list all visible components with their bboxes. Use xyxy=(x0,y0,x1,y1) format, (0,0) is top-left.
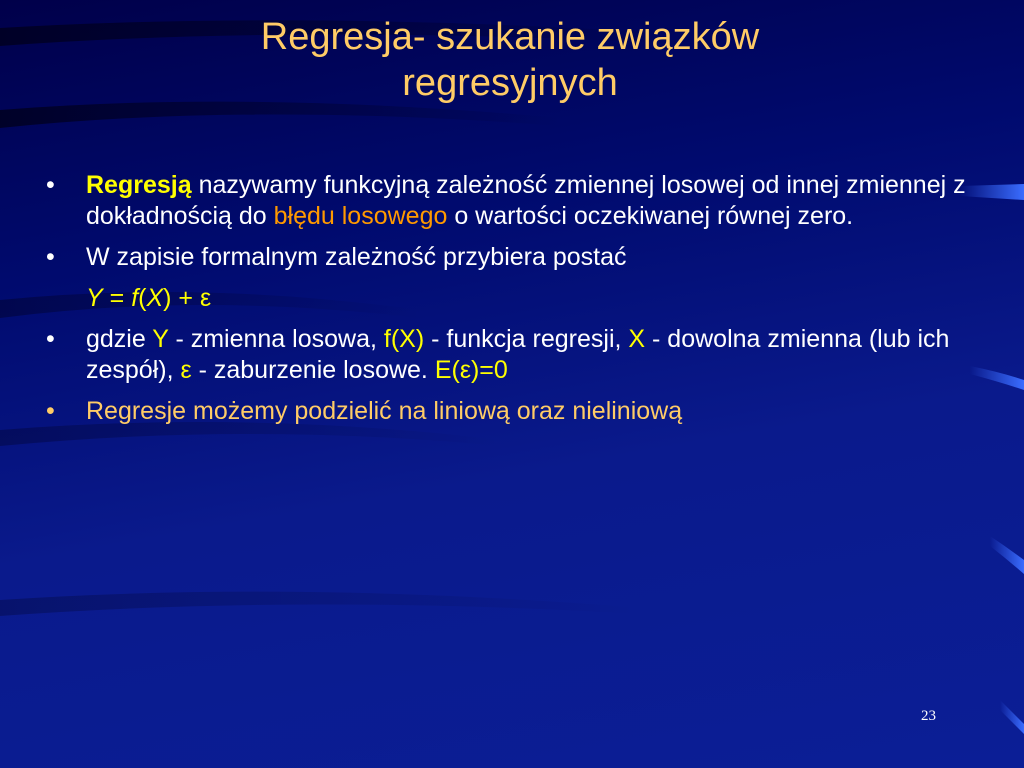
bullet-marker: • xyxy=(46,171,55,199)
slide-title-line1: Regresja- szukanie związków xyxy=(260,16,760,58)
bullet-marker: • xyxy=(46,325,55,353)
slide-content xyxy=(46,170,966,437)
regression-formula: Y = f(X) + ε xyxy=(86,284,212,312)
slide-title-line2: regresyjnych xyxy=(402,62,618,104)
var-epsilon: ε xyxy=(180,356,192,384)
bullet-item-where: • gdzie Y - zmienna losowa, f(X) - funkcja regresji, X - dowolna zmienna (lub ich zespół), ε - zaburzenie losowe. E(ε)=0 xyxy=(46,325,950,384)
slide-title xyxy=(120,14,900,106)
var-fx: f(X) xyxy=(383,325,425,353)
definition-text: nazywamy funkcyjną zależność zmiennej losowej od innej zmiennej z dokładnością do xyxy=(86,171,966,230)
var-x: X xyxy=(628,325,646,353)
page-number: 23 xyxy=(921,708,936,724)
bullet-marker: • xyxy=(46,243,55,271)
types-text: Regresje możemy podzielić na liniową oraz nieliniową xyxy=(86,397,683,425)
bullet-item-types xyxy=(46,396,966,427)
highlight-blad-losowy: błędu losowego xyxy=(273,202,448,230)
bullet-marker: • xyxy=(46,397,55,425)
var-y: Y xyxy=(152,325,169,353)
expectation: E(ε)=0 xyxy=(434,356,508,384)
bullet-item-definition xyxy=(46,170,966,232)
bullet-item-formal xyxy=(46,242,966,273)
term-regresja: Regresją xyxy=(86,171,192,199)
formal-text: W zapisie formalnym zależność przybiera postać xyxy=(86,243,627,271)
definition-text-end: o wartości oczekiwanej równej zero. xyxy=(447,202,854,230)
